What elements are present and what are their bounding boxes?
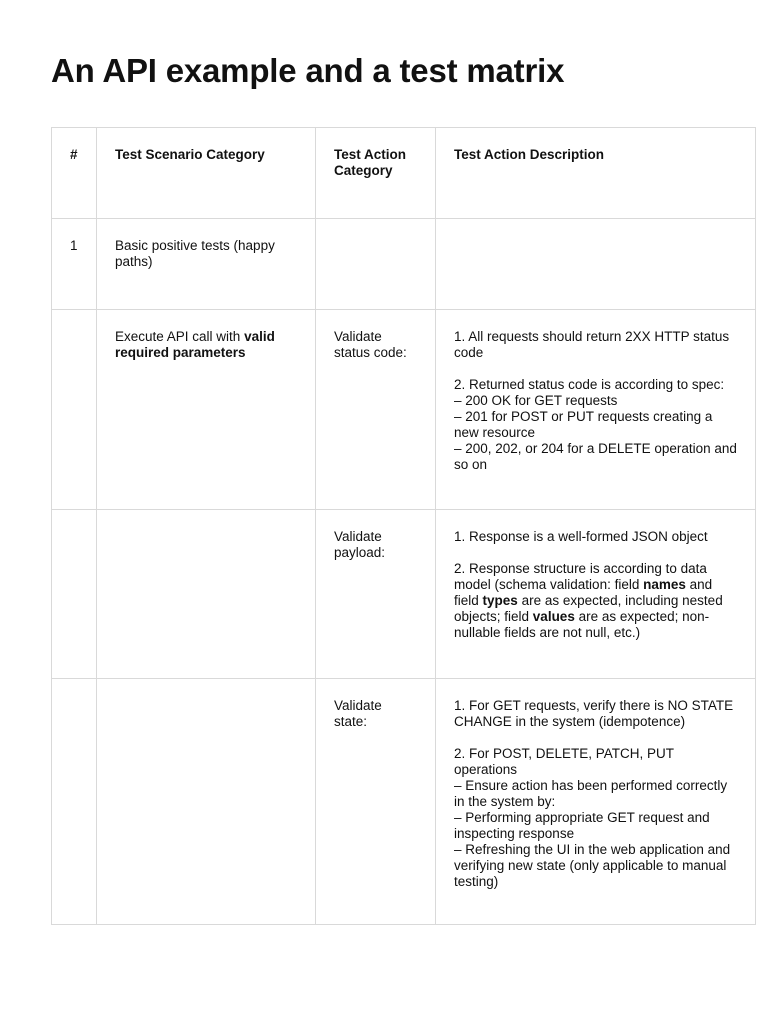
page-title: An API example and a test matrix [51, 52, 565, 89]
description-text: and field [454, 577, 713, 608]
description-text: are as expected; non-nullable fields are not null, etc.) [454, 609, 710, 640]
description-line: – Ensure action has been performed correctly in the system by: [454, 778, 728, 809]
header-test-scenario-category: Test Scenario Category [97, 128, 316, 219]
action-category-cell: Validate status code: [316, 310, 436, 510]
table-header-row [52, 128, 756, 219]
description-paragraph: 1. Response is a well-formed JSON object [454, 529, 708, 544]
description-line: – 200, 202, or 204 for a DELETE operation and so on [454, 441, 737, 472]
description-emphasis: values [532, 609, 575, 624]
description-paragraph [454, 698, 737, 730]
description-paragraph [454, 377, 737, 473]
description-line: 2. Returned status code is according to spec: [454, 377, 725, 392]
header-number: # [52, 128, 97, 219]
description-text: 2. Response structure is according to data model (schema validation: field [454, 561, 707, 592]
description-paragraph [454, 746, 737, 890]
description-paragraph [454, 561, 737, 641]
action-description-cell [436, 219, 756, 310]
description-line: 1. For GET requests, verify there is NO STATE CHANGE in the system (idempotence) [454, 698, 734, 729]
table-row [52, 679, 756, 925]
test-matrix-table [51, 127, 756, 925]
scenario-cell [97, 510, 316, 679]
scenario-text: Execute API call with [115, 329, 245, 344]
description-line: – Performing appropriate GET request and inspecting response [454, 810, 710, 841]
table-row [52, 510, 756, 679]
action-category-cell: Validate state: [316, 679, 436, 925]
description-line: 1. All requests should return 2XX HTTP status code [454, 329, 730, 360]
scenario-emphasis: valid required parameters [115, 329, 275, 360]
row-number [52, 310, 97, 510]
scenario-cell: Basic positive tests (happy paths) [97, 219, 316, 310]
action-description-cell [436, 310, 756, 510]
description-line: – 200 OK for GET requests [454, 393, 618, 408]
action-description-cell [436, 510, 756, 679]
row-number [52, 679, 97, 925]
description-paragraph [454, 329, 737, 361]
action-category-cell [316, 219, 436, 310]
header-test-action-description: Test Action Description [436, 128, 756, 219]
action-description-cell [436, 679, 756, 925]
description-line: 2. For POST, DELETE, PATCH, PUT operations [454, 746, 674, 777]
action-category-cell: Validate payload: [316, 510, 436, 679]
table-row [52, 219, 756, 310]
description-emphasis: types [482, 593, 518, 608]
table-row [52, 310, 756, 510]
header-test-action-category: Test Action Category [316, 128, 436, 219]
description-line: – 201 for POST or PUT requests creating a new resource [454, 409, 713, 440]
description-line: – Refreshing the UI in the web application and verifying new state (only applicable to manual testing) [454, 842, 731, 889]
scenario-cell [97, 310, 316, 510]
description-text: are as expected, including nested objects; field [454, 593, 723, 624]
row-number: 1 [52, 219, 97, 310]
row-number [52, 510, 97, 679]
description-emphasis: names [643, 577, 686, 592]
scenario-cell [97, 679, 316, 925]
